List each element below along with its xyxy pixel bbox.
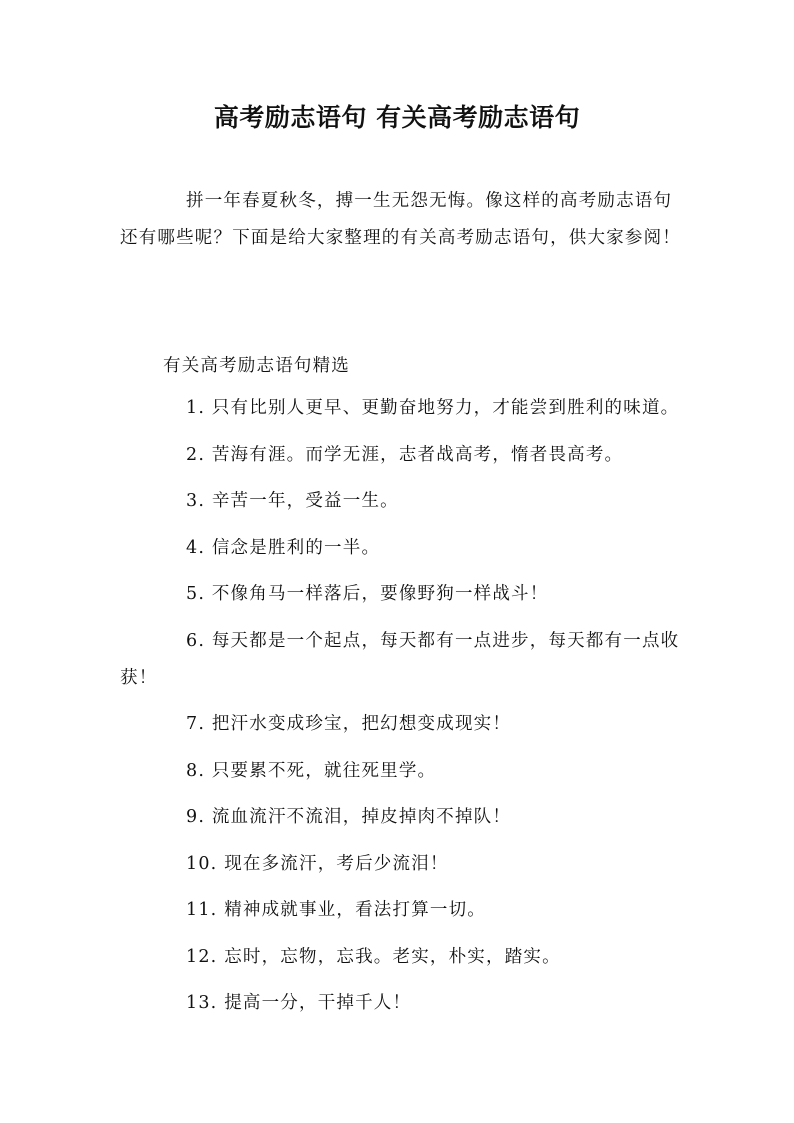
list-item: 11. 精神成就事业，看法打算一切。 <box>186 900 486 920</box>
list-item: 4. 信念是胜利的一半。 <box>186 537 381 558</box>
list-item: 3. 辛苦一年，受益一生。 <box>186 491 399 511</box>
list-item: 7. 把汗水变成珍宝，把幻想变成现实！ <box>186 714 512 734</box>
list-item: 6. 每天都是一个起点，每天都有一点进步，每天都有一点收获！ <box>120 630 680 688</box>
list-item: 2. 苦海有涯。而学无涯，志者战高考，惰者畏高考。 <box>186 444 624 465</box>
list-item: 1. 只有比别人更早、更勤奋地努力，才能尝到胜利的味道。 <box>186 398 680 418</box>
list-item: 10. 现在多流汗，考后少流泪！ <box>186 853 449 874</box>
list-item: 8. 只要累不死，就往死里学。 <box>186 760 437 781</box>
list-item: 13. 提高一分，干掉千人！ <box>186 993 412 1013</box>
intro-paragraph: 拼一年春夏秋冬，搏一生无怨无悔。像这样的高考励志语句还有哪些呢？下面是给大家整理的有关高考励志语句，供大家参阅！ <box>120 191 681 248</box>
quote-list <box>120 390 686 1032</box>
list-item: 12. 忘时，忘物，忘我。老实，朴实，踏实。 <box>186 946 561 967</box>
list-item: 9. 流血流汗不流泪，掉皮掉肉不掉队！ <box>186 807 512 827</box>
section-heading: 有关高考励志语句精选 <box>163 356 350 376</box>
list-item: 5. 不像角马一样落后，要像野狗一样战斗！ <box>186 584 549 604</box>
page-title: 高考励志语句 有关高考励志语句 <box>213 103 581 132</box>
